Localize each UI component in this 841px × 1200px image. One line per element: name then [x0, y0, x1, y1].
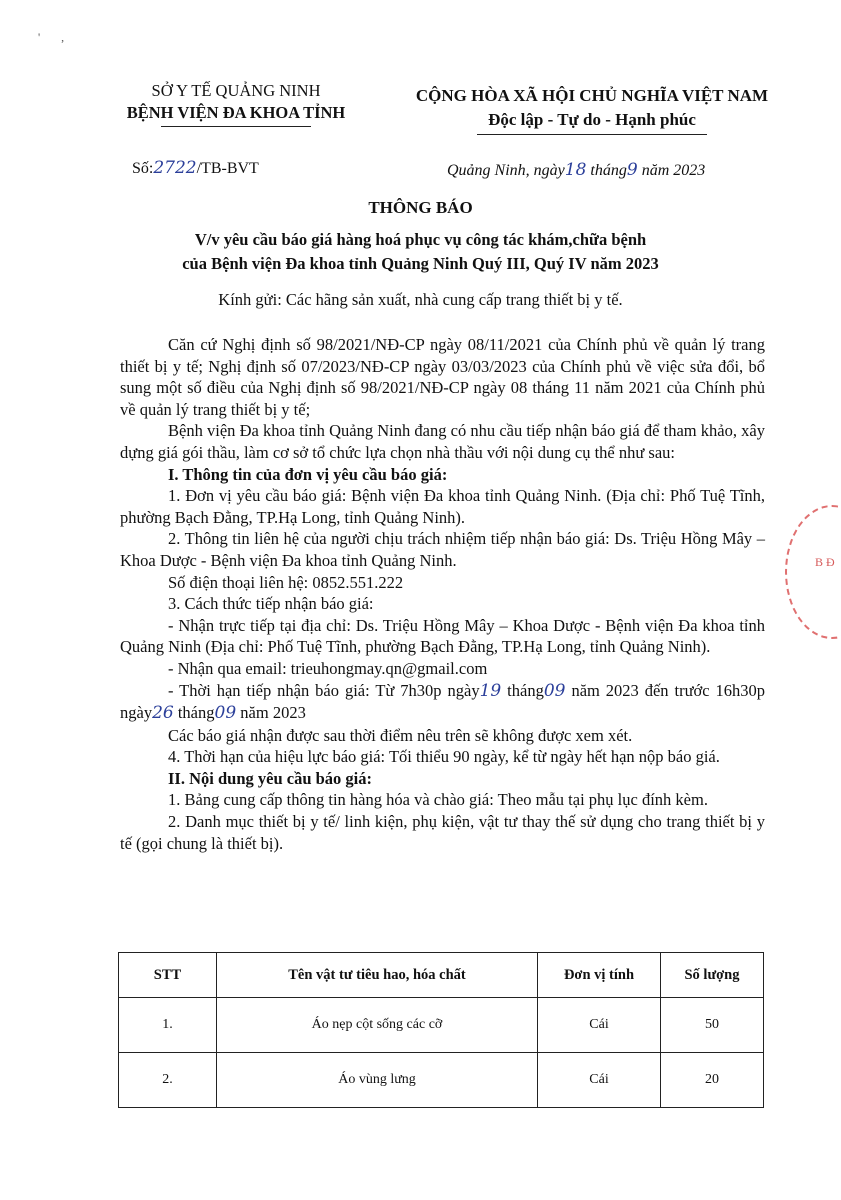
- col-stt: STT: [119, 953, 217, 998]
- deadline-day-start: 19: [479, 680, 502, 701]
- date-prefix: Quảng Ninh, ngày: [447, 162, 565, 179]
- item-2-2: 2. Danh mục thiết bị y tế/ linh kiện, phụ kiện, vật tư thay thế sử dụng cho trang thiết bị y tế (gọi chung là thiết bị).: [120, 812, 765, 853]
- deadline-month-end: 09: [214, 703, 237, 724]
- cell-unit: Cái: [538, 1053, 661, 1108]
- issue-date: [447, 160, 705, 180]
- col-unit: Đơn vị tính: [538, 953, 661, 998]
- direct-delivery: - Nhận trực tiếp tại địa chỉ: Ds. Triệu Hồng Mây – Khoa Dược - Bệnh viện Đa khoa tỉnh Quảng Ninh (Địa chỉ: Phố Tuệ Tĩnh, phường Bạch Đằng, TP.Hạ Long, tỉnh Quảng Ninh).: [120, 615, 765, 657]
- so-suffix: /TB-BVT: [196, 160, 259, 177]
- deadline-month-label-1: tháng: [507, 680, 544, 700]
- doc-title: THÔNG BÁO: [368, 198, 473, 217]
- cell-unit: Cái: [538, 998, 661, 1053]
- item-2-1: 1. Bảng cung cấp thông tin hàng hóa và chào giá: Theo mẫu tại phụ lục đính kèm.: [168, 790, 708, 810]
- item-1-4: 4. Thời hạn của hiệu lực báo giá: Tối thiểu 90 ngày, kể từ ngày hết hạn nộp báo giá.: [168, 747, 720, 767]
- para-legal-basis: Căn cứ Nghị định số 98/2021/NĐ-CP ngày 08/11/2021 của Chính phủ về quản lý trang thiết bị y tế; Nghị định số 07/2023/NĐ-CP ngày 03/03/2023 của Chính phủ về việc sửa đổi, bổ sung một số điều của Nghị định số 98/2021/NĐ-CP ngày 08 tháng 11 năm 2021 của Chính phủ về quản lý trang thiết bị y tế;: [120, 335, 765, 419]
- nation-block: [392, 84, 792, 135]
- doc-subject: [0, 228, 841, 276]
- scan-marks: ' ,: [38, 30, 65, 44]
- date-year: năm 2023: [641, 162, 706, 179]
- so-handwritten: 2722: [153, 158, 197, 178]
- item-1-3: 3. Cách thức tiếp nhận báo giá:: [168, 594, 374, 614]
- item-1-2: 2. Thông tin liên hệ của người chịu trách nhiệm tiếp nhận báo giá: Ds. Triệu Hồng Mây – Khoa Dược - Bệnh viện Đa khoa tỉnh Quảng Ninh.: [120, 529, 765, 570]
- deadline-month-label-2: tháng: [177, 703, 215, 723]
- cell-name: Áo nẹp cột sống các cỡ: [217, 998, 538, 1053]
- issuer-block: [96, 80, 376, 127]
- section-2-heading: II. Nội dung yêu cầu báo giá:: [168, 768, 373, 788]
- header-rule-left: [161, 126, 311, 127]
- table-row: [119, 1053, 764, 1108]
- cell-name: Áo vùng lưng: [217, 1053, 538, 1108]
- motto: Độc lập - Tự do - Hạnh phúc: [488, 110, 696, 129]
- phone-line: Số điện thoại liên hệ: 0852.551.222: [168, 572, 404, 592]
- deadline-month-start: 09: [543, 680, 566, 701]
- document-number: [132, 158, 259, 178]
- deadline-e: năm 2023: [240, 703, 306, 723]
- deadline-day-end: 26: [152, 703, 174, 724]
- deadline-a: - Thời hạn tiếp nhận báo giá: Từ 7h30p ngày: [168, 680, 480, 700]
- table-row: [119, 998, 764, 1053]
- stamp-text: B Đ: [815, 555, 835, 569]
- red-stamp-partial: [785, 505, 841, 639]
- cell-qty: 20: [661, 1053, 764, 1108]
- items-table: [118, 952, 764, 1108]
- para-purpose: Bệnh viện Đa khoa tỉnh Quảng Ninh đang có nhu cầu tiếp nhận báo giá để tham khảo, xây dựng giá gói thầu, làm cơ sở tổ chức lựa chọn nhà thầu với nội dung cụ thể như sau:: [120, 421, 765, 462]
- email-line: - Nhận qua email: trieuhongmay.qn@gmail.com: [168, 658, 488, 678]
- date-month-label: tháng: [590, 162, 627, 179]
- org-line-2: BỆNH VIỆN ĐA KHOA TỈNH: [126, 103, 346, 122]
- deadline-c: năm 2023 đến trước 16h30p ngày: [120, 680, 766, 723]
- document-body: [120, 334, 765, 854]
- col-qty: Số lượng: [661, 953, 764, 998]
- so-label: Số:: [132, 160, 154, 177]
- late-notice: Các báo giá nhận được sau thời điểm nêu trên sẽ không được xem xét.: [168, 725, 633, 745]
- header-rule-right: [477, 134, 707, 135]
- subject-line-1: V/v yêu cầu báo giá hàng hoá phục vụ công tác khám,chữa bệnh: [194, 230, 647, 249]
- cell-qty: 50: [661, 998, 764, 1053]
- section-1-heading: I. Thông tin của đơn vị yêu cầu báo giá:: [168, 464, 448, 484]
- org-line-1: SỞ Y TẾ QUẢNG NINH: [151, 81, 321, 100]
- col-name: Tên vật tư tiêu hao, hóa chất: [217, 953, 538, 998]
- cell-stt: 2.: [119, 1053, 217, 1108]
- cell-stt: 1.: [119, 998, 217, 1053]
- date-day: 18: [564, 160, 587, 180]
- nation-title: CỘNG HÒA XÃ HỘI CHỦ NGHĨA VIỆT NAM: [415, 86, 769, 105]
- date-month: 9: [626, 160, 638, 180]
- item-1-1: 1. Đơn vị yêu cầu báo giá: Bệnh viện Đa khoa tỉnh Quảng Ninh. (Địa chỉ: Phố Tuệ Tĩnh, phường Bạch Đằng, TP.Hạ Long, tỉnh Quảng Ninh).: [120, 486, 765, 527]
- subject-line-2: của Bệnh viện Đa khoa tỉnh Quảng Ninh Quý III, Quý IV năm 2023: [182, 254, 659, 273]
- table-header-row: [119, 953, 764, 998]
- deadline-line: [120, 680, 765, 725]
- greeting: Kính gửi: Các hãng sản xuất, nhà cung cấp trang thiết bị y tế.: [218, 290, 623, 309]
